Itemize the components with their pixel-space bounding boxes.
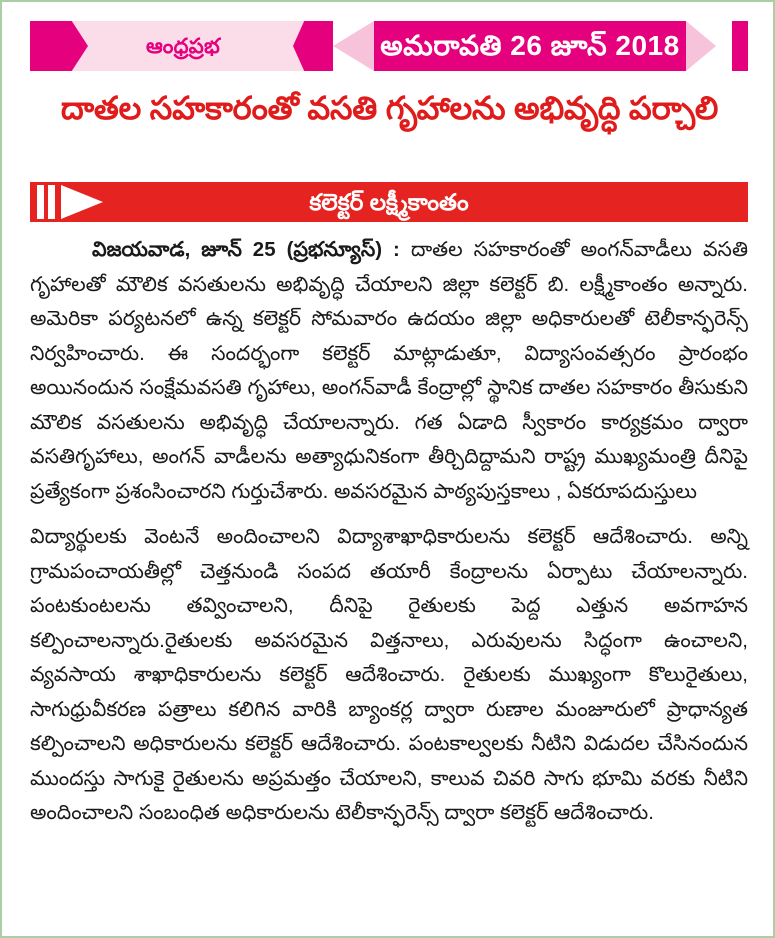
- paragraph-1-text: దాతల సహకారంతో అంగన్‌వాడీలు వసతి గృహాలతో మౌలిక వసతులను అభివృద్ధి చేయాలని జిల్లా కలెక్టర్ బి. లక్ష్మీకాంతం అన్నారు. అమెరికా పర్యటనలో ఉన్న కలెక్టర్ సోమవారం ఉదయం జిల్లా అధికారులతో టెలీకాన్ఫరెన్స్ నిర్వహించారు. ఈ సందర్భంగా కలెక్టర్ మాట్లాడుతూ, విద్యాసంవత్సరం ప్రారంభం అయినందున సంక్షేమవసతి గృహాలు, అంగన్‌వాడీ కేంద్రాల్లో స్థానిక దాతల సహకారం తీసుకుని మౌలిక వసతులను అభివృద్ధి చేయాలన్నారు. గత ఏడాది స్వీకారం కార్యక్రమం ద్వారా వసతిగృహాలు, అంగన్ వాడీలను అత్యాధునికంగా తీర్చిదిద్దామని రాష్ట్ర ముఖ్యమంత్రి దీనిపై ప్రత్యేకంగా ప్రశంసించారని గుర్తుచేశారు. అవసరమైన పాఠ్యపుస్తకాలు , ఏకరూపదుస్తులు: [30, 238, 748, 503]
- article-body: [30, 233, 748, 831]
- masthead-banner: [30, 21, 748, 71]
- edition-date: అమరావతి 26 జూన్ 2018: [380, 30, 680, 61]
- flag-arrow-icon: [37, 185, 103, 219]
- banner-wedge-right: [686, 21, 732, 71]
- subheadline-text: కలెక్టర్ లక్ష్మీకాంతం: [309, 188, 469, 215]
- dateline: విజయవాడ, జూన్ 25 (ప్రభన్యూస్) :: [92, 238, 411, 261]
- banner-wedge-left: [333, 21, 374, 71]
- brand-block: [30, 21, 333, 71]
- article-paragraph-2: [30, 520, 748, 831]
- flag-bar-1: [37, 185, 44, 219]
- arrow-right-icon: [30, 21, 88, 71]
- paragraph-2-text: విద్యార్థులకు వెంటనే అందించాలని విద్యాశాఖాధికారులను కలెక్టర్ ఆదేశించారు. అన్ని గ్రామపంచాయతీల్లో చెత్తనుండి సంపద తయారీ కేంద్రాలను ఏర్పాటు చేయాలన్నారు. పంటకుంటలను తవ్వించాలని, దీనిపై రైతులకు పెద్ద ఎత్తున అవగాహన కల్పించాలన్నారు.రైతులకు అవసరమైన విత్తనాలు, ఎరువులను సిద్ధంగా ఉంచాలని, వ్యవసాయ శాఖాధికారులను కలెక్టర్ ఆదేశించారు. రైతులకు ముఖ్యంగా కొలురైతులు, సాగుధ్రువీకరణ పత్రాలు కలిగిన వారికి బ్యాంకర్ల ద్వారా రుణాల మంజూరులో ప్రాధాన్యత కల్పించాలని అధికారులను కలెక్టర్ ఆదేశించారు. పంటకాల్వలకు నీటిని విడుదల చేసినందున ముందస్తు సాగుకై రైతులను అప్రమత్తం చేయాలని, కాలువ చివరి సాగు భూమి వరకు నీటిని అందించాలని సంబంధిత అధికారులను టెలీకాన్ఫరెన్స్ ద్వారా కలెక్టర్ ఆదేశించారు.: [30, 525, 748, 824]
- article-paragraph-1: [30, 233, 748, 509]
- flag-bar-2: [48, 185, 55, 219]
- flag-triangle: [61, 185, 103, 219]
- date-block: [374, 21, 686, 71]
- subheadline-bar: [30, 182, 748, 222]
- chevron-left-icon: [293, 21, 333, 71]
- brand-name: ఆంధ్రప్రభ: [145, 34, 221, 58]
- page-title: దాతల సహకారంతో వసతి గృహాలను అభివృద్ధి పర్చాలి: [60, 90, 719, 126]
- banner-end-bar: [732, 21, 748, 71]
